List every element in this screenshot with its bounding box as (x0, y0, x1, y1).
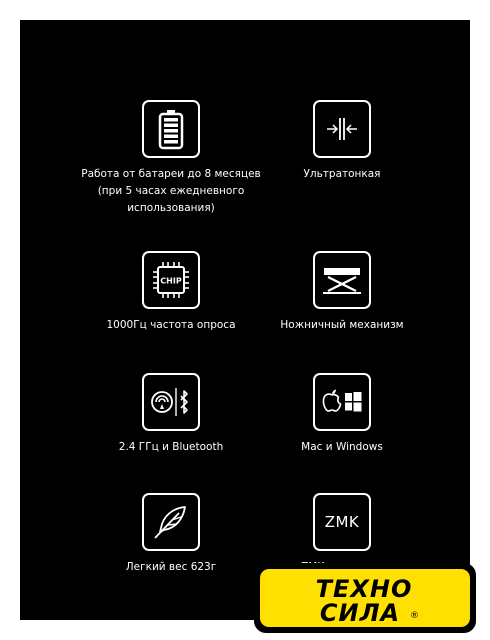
feather-icon (142, 493, 200, 551)
feature-label: Ультратонкая (303, 168, 381, 180)
apple-windows-icon (313, 373, 371, 431)
feature-label: Легкий вес 623г (125, 561, 217, 573)
logo-line-2: СИЛА (319, 599, 401, 627)
zmk-icon (313, 493, 371, 551)
feature-battery (81, 100, 261, 217)
wireless-bluetooth-icon (142, 373, 200, 431)
zmk-icon-text: ZMK (324, 513, 360, 531)
logo-registered-mark: ® (410, 611, 419, 621)
logo-line-1: ТЕХНО (315, 575, 413, 603)
battery-icon (142, 100, 200, 158)
feature-label: 2.4 ГГц и Bluetooth (118, 441, 224, 453)
scissor-mechanism-icon (313, 251, 371, 309)
feature-label: Ножничный механизм (280, 319, 404, 331)
logo-background (260, 569, 470, 627)
logo-wordmark (260, 569, 470, 627)
feature-label: Mac и Windows (301, 441, 383, 453)
feature-ultrathin (252, 100, 432, 183)
tekhnosila-logo (254, 563, 476, 633)
ultrathin-icon (313, 100, 371, 158)
feature-os-support (252, 373, 432, 456)
feature-weight (81, 493, 261, 576)
chip-icon-text: CHIP (160, 276, 182, 286)
feature-polling-rate (81, 251, 261, 334)
feature-label: Работа от батареи до 8 месяцев (при 5 часах ежедневного использования) (81, 168, 261, 214)
feature-scissor (252, 251, 432, 334)
feature-label: 1000Гц частота опроса (106, 319, 236, 331)
feature-panel (20, 20, 470, 620)
feature-connectivity (81, 373, 261, 456)
chip-icon (142, 251, 200, 309)
